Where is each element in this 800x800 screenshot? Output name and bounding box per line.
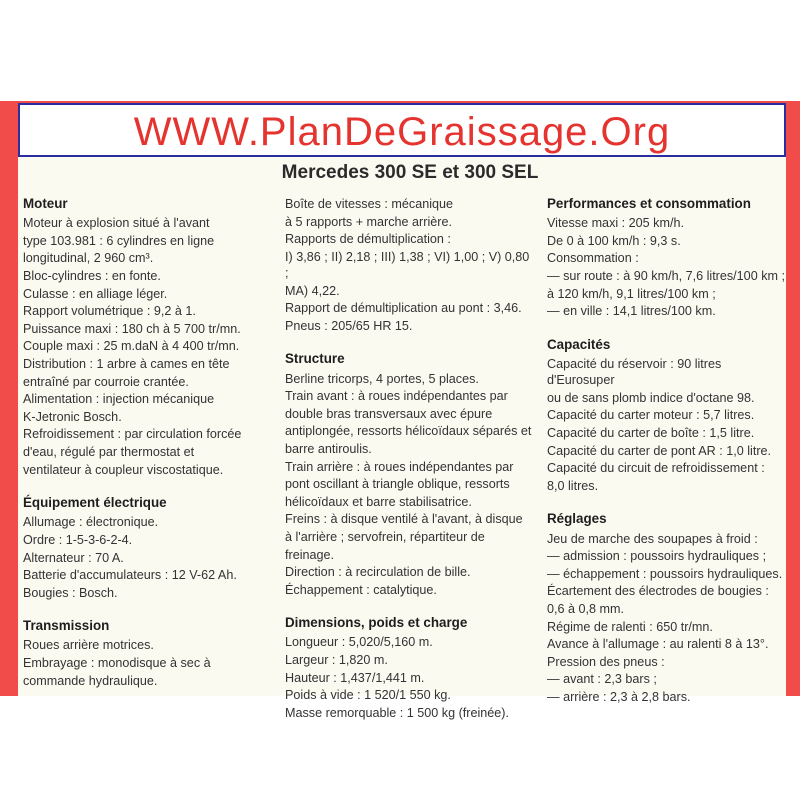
spec-line: Berline tricorps, 4 portes, 5 places. <box>285 371 479 386</box>
section-title-capacites: Capacités <box>547 336 611 352</box>
spec-line: Bougies : Bosch. <box>23 585 118 600</box>
spec-line: double bras transversaux avec épure <box>285 406 493 421</box>
section-title-structure: Structure <box>285 351 345 367</box>
spec-line: longitudinal, 2 960 cm³. <box>23 251 154 266</box>
spec-line: 8,0 litres. <box>547 478 599 493</box>
spec-line: Rapports de démultiplication : <box>285 232 451 247</box>
section-title-moteur: Moteur <box>23 196 68 211</box>
spec-line: — arrière : 2,3 à 2,8 bars. <box>547 689 691 704</box>
spec-line: hélicoïdaux et barre stabilisatrice. <box>285 494 472 509</box>
spec-line: Train arrière : à roues indépendantes par <box>285 459 514 474</box>
spec-line: Échappement : catalytique. <box>285 582 437 597</box>
section-moteur <box>23 215 255 478</box>
spec-line: Écartement des électrodes de bougies : <box>547 584 769 599</box>
section-performances <box>547 215 787 319</box>
spec-line: Puissance maxi : 180 ch à 5 700 tr/mn. <box>23 321 241 336</box>
banner-text: WWW.PlanDeGraissage.Org <box>133 110 671 154</box>
spec-line: Bloc-cylindres : en fonte. <box>23 268 161 283</box>
spec-line: Capacité du carter moteur : 5,7 litres. <box>547 408 755 423</box>
spec-line: freinage. <box>285 547 335 562</box>
spec-line: K-Jetronic Bosch. <box>23 409 122 424</box>
spec-line: à 120 km/h, 9,1 litres/100 km ; <box>547 286 716 301</box>
section-capacites <box>547 356 787 494</box>
spec-line: Jeu de marche des soupapes à froid : <box>547 531 758 546</box>
document-title: Mercedes 300 SE et 300 SEL <box>281 162 539 183</box>
spec-line: à 5 rapports + marche arrière. <box>285 214 452 229</box>
spec-line: De 0 à 100 km/h : 9,3 s. <box>547 233 681 248</box>
spec-line: antiplongée, ressorts hélicoïdaux séparés et <box>285 424 532 439</box>
spec-line: Roues arrière motrices. <box>23 638 154 653</box>
spec-line: Pression des pneus : <box>547 654 665 669</box>
spec-line: Allumage : électronique. <box>23 515 159 530</box>
spec-line: Ordre : 1-5-3-6-2-4. <box>23 532 133 547</box>
spec-line: Couple maxi : 25 m.daN à 4 400 tr/mn. <box>23 339 240 354</box>
column-right <box>547 196 787 706</box>
spec-line: — échappement : poussoirs hydrauliques. <box>547 566 783 581</box>
section-title-transmission: Transmission <box>23 618 110 634</box>
section-equipement <box>23 514 255 601</box>
spec-line: Rapport volumétrique : 9,2 à 1. <box>23 304 196 319</box>
spec-line: — avant : 2,3 bars ; <box>547 672 657 687</box>
spec-line: Boîte de vitesses : mécanique <box>285 197 454 211</box>
spec-line: à l'arrière ; servofrein, répartiteur de <box>285 529 485 544</box>
spec-line: Poids à vide : 1 520/1 550 kg. <box>285 688 451 703</box>
spec-line: Culasse : en alliage léger. <box>23 286 168 301</box>
column-left <box>23 196 255 690</box>
spec-line: Distribution : 1 arbre à cames en tête <box>23 356 230 371</box>
spec-line: pont oscillant à triangle oblique, ressorts <box>285 477 510 492</box>
spec-line: — admission : poussoirs hydrauliques ; <box>547 549 767 564</box>
spec-line: type 103.981 : 6 cylindres en ligne <box>23 233 215 248</box>
section-title-performances: Performances et consommation <box>547 196 751 211</box>
spec-line: Capacité du réservoir : 90 litres d'Eurosuper <box>547 356 722 388</box>
spec-line: Moteur à explosion situé à l'avant <box>23 216 210 231</box>
spec-line: 0,6 à 0,8 mm. <box>547 601 624 616</box>
spec-line: Direction : à recirculation de bille. <box>285 565 471 580</box>
spec-line: Masse remorquable : 1 500 kg (freinée). <box>285 705 510 720</box>
spec-line: Avance à l'allumage : au ralenti 8 à 13°. <box>547 637 769 652</box>
spec-line: Refroidissement : par circulation forcée <box>23 427 242 442</box>
spec-line: Alimentation : injection mécanique <box>23 392 215 407</box>
section-title-dimensions: Dimensions, poids et charge <box>285 615 468 631</box>
spec-line: Vitesse maxi : 205 km/h. <box>547 216 684 231</box>
section-title-equipement: Équipement électrique <box>23 495 167 511</box>
spec-line: Capacité du carter de pont AR : 1,0 litre. <box>547 443 772 458</box>
section-structure <box>285 371 535 598</box>
spec-line: ou de sans plomb indice d'octane 98. <box>547 390 755 405</box>
spec-line: Train avant : à roues indépendantes par <box>285 389 508 404</box>
spec-line: Pneus : 205/65 HR 15. <box>285 318 413 333</box>
spec-line: — sur route : à 90 km/h, 7,6 litres/100 km ; <box>547 268 785 283</box>
spec-line: Capacité du carter de boîte : 1,5 litre. <box>547 425 755 440</box>
spec-line: — en ville : 14,1 litres/100 km. <box>547 304 716 319</box>
spec-line: ventilateur à coupleur viscostatique. <box>23 462 224 477</box>
spec-line: Régime de ralenti : 650 tr/mn. <box>547 619 713 634</box>
spec-line: commande hydraulique. <box>23 673 158 688</box>
spec-line: Batterie d'accumulateurs : 12 V-62 Ah. <box>23 568 237 583</box>
spec-line: Capacité du circuit de refroidissement : <box>547 461 765 476</box>
section-dimensions <box>285 634 535 721</box>
section-title-reglages: Réglages <box>547 511 607 527</box>
spec-line: Alternateur : 70 A. <box>23 550 124 565</box>
spec-line: Largeur : 1,820 m. <box>285 653 388 668</box>
website-banner <box>18 103 786 157</box>
spec-line: entraîné par courroie crantée. <box>23 374 189 389</box>
spec-line: d'eau, régulé par thermostat et <box>23 444 195 459</box>
spec-line: Hauteur : 1,437/1,441 m. <box>285 670 425 685</box>
section-transmission <box>23 637 255 688</box>
spec-line: Embrayage : monodisque à sec à <box>23 656 211 671</box>
spec-line: Longueur : 5,020/5,160 m. <box>285 635 433 650</box>
spec-line: MA) 4,22. <box>285 283 340 298</box>
spec-line: Freins : à disque ventilé à l'avant, à disque <box>285 512 523 527</box>
spec-line: Consommation : <box>547 251 639 266</box>
section-boite <box>285 196 535 334</box>
spec-line: I) 3,86 ; II) 2,18 ; III) 1,38 ; VI) 1,00 ; V) 0,80 ; <box>285 249 530 280</box>
spec-line: Rapport de démultiplication au pont : 3,46. <box>285 301 522 316</box>
column-middle <box>285 196 535 722</box>
section-reglages <box>547 531 787 706</box>
spec-line: barre antiroulis. <box>285 441 372 456</box>
